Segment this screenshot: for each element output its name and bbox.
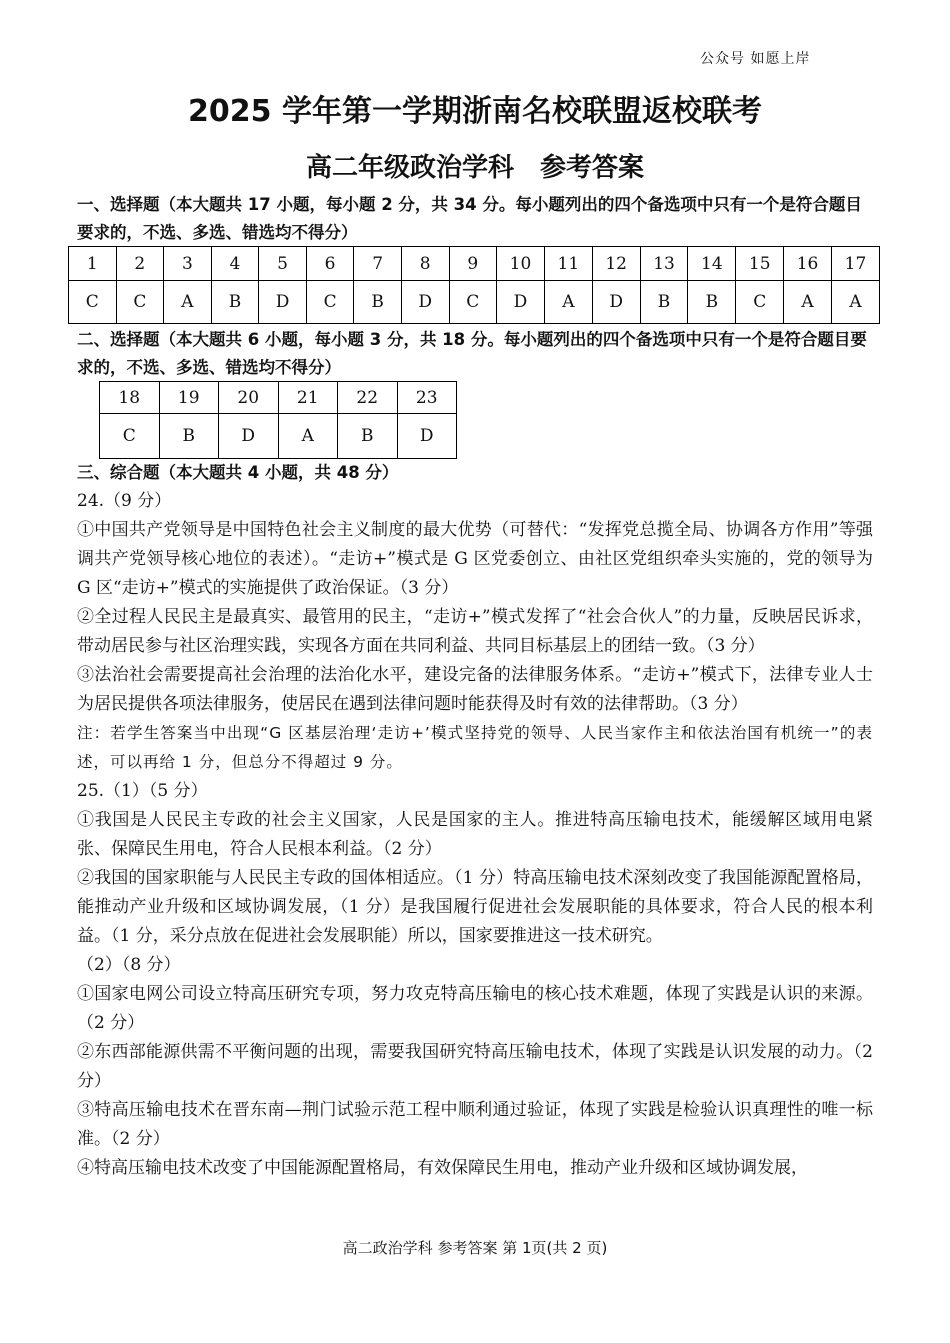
q25-2-point-4: ④特高压输电技术改变了中国能源配置格局，有效保障民生用电，推动产业升级和区域协调发展，: [77, 1158, 808, 1178]
question-number-cell: 2: [116, 247, 164, 281]
answer-cell: B: [159, 414, 219, 459]
q24-point-3: ③法治社会需要提高社会治理的法治化水平，建设完备的法律服务体系。“走访+”模式下，法律专业人士为居民提供各项法律服务，使居民在遇到法律问题时能获得及时有效的法律帮助。（3 分）: [77, 665, 873, 714]
answer-cell: B: [354, 281, 402, 324]
q25-2-point-3: ③特高压输电技术在晋东南—荆门试验示范工程中顺利通过验证，体现了实践是检验认识真理性的唯一标准。（2 分）: [77, 1100, 873, 1149]
question-number-cell: 4: [211, 247, 259, 281]
q24-point-2: ②全过程人民民主是最真实、最管用的民主，“走访+”模式发挥了“社会合伙人”的力量，反映居民诉求，带动居民参与社区治理实践，实现各方面在共同利益、共同目标基层上的团结一致。（3 分）: [77, 607, 873, 656]
answer-cell: D: [259, 281, 307, 324]
section2-heading: 二、选择题（本大题共 6 小题，每小题 3 分，共 18 分。每小题列出的四个备选项中只有一个是符合题目要求的，不选、多选、错选均不得分）: [77, 330, 867, 377]
answer-cell: A: [278, 414, 338, 459]
answer-cell: A: [784, 281, 832, 324]
answer-cell: B: [338, 414, 398, 459]
q24-heading: 24.（9 分）: [77, 491, 172, 511]
question-number-cell: 5: [259, 247, 307, 281]
question-number-cell: 18: [100, 382, 160, 414]
page-footer: 高二政治学科 参考答案 第 1页(共 2 页): [342, 1239, 608, 1257]
question-number-cell: 15: [736, 247, 784, 281]
answer-cell: B: [640, 281, 688, 324]
question-number-cell: 13: [640, 247, 688, 281]
question-number-cell: 19: [159, 382, 219, 414]
question-number-cell: 1: [69, 247, 117, 281]
question-number-cell: 21: [278, 382, 338, 414]
q24-note: 注：若学生答案当中出现“G 区基层治理‘走访+’模式坚持党的领导、人民当家作主和依法治国有机统一”的表述，可以再给 1 分，但总分不得超过 9 分。: [77, 724, 873, 771]
page-title: 2025 学年第一学期浙南名校联盟返校联考: [188, 94, 762, 129]
q25-2-heading: （2）（8 分）: [77, 955, 181, 975]
answer-cell: A: [544, 281, 592, 324]
question-number-cell: 7: [354, 247, 402, 281]
answer-cell: C: [100, 414, 160, 459]
q25-2-point-2: ②东西部能源供需不平衡问题的出现，需要我国研究特高压输电技术，体现了实践是认识发展的动力。（2 分）: [77, 1042, 873, 1091]
answer-cell: C: [306, 281, 354, 324]
answer-cell: D: [401, 281, 449, 324]
answer-cell: B: [688, 281, 736, 324]
section1-answer-table: [68, 246, 880, 324]
question-number-cell: 22: [338, 382, 398, 414]
question-number-cell: 14: [688, 247, 736, 281]
question-number-cell: 9: [449, 247, 497, 281]
answer-cell: A: [831, 281, 879, 324]
q25-point-1: ①我国是人民民主专政的社会主义国家，人民是国家的主人。推进特高压输电技术，能缓解区域用电紧张、保障民生用电，符合人民根本利益。（2 分）: [77, 810, 873, 859]
answer-cell: C: [69, 281, 117, 324]
section3-heading: 三、综合题（本大题共 4 小题，共 48 分）: [77, 463, 399, 482]
q25-2-point-1: ①国家电网公司设立特高压研究专项，努力攻克特高压输电的核心技术难题，体现了实践是认识的来源。（2 分）: [77, 984, 873, 1033]
question-number-cell: 8: [401, 247, 449, 281]
answer-cell: C: [449, 281, 497, 324]
header-note: 公众号 如愿上岸: [700, 51, 811, 67]
section2-answer-table: [99, 381, 457, 459]
answer-cell: D: [219, 414, 279, 459]
question-number-cell: 20: [219, 382, 279, 414]
answer-cell: D: [497, 281, 545, 324]
answer-cell: D: [592, 281, 640, 324]
answer-cell: C: [736, 281, 784, 324]
q25-point-2: ②我国的国家职能与人民民主专政的国体相适应。（1 分）特高压输电技术深刻改变了我国能源配置格局，能推动产业升级和区域协调发展，（1 分）是我国履行促进社会发展职能的具体要求，符合人民的根本利益。（1 分，采分点放在促进社会发展职能）所以，国家要推进这一技术研究。: [77, 868, 873, 946]
answer-cell: D: [397, 414, 457, 459]
answer-cell: C: [116, 281, 164, 324]
question-number-cell: 10: [497, 247, 545, 281]
answer-cell: A: [164, 281, 212, 324]
question-number-cell: 23: [397, 382, 457, 414]
question-number-cell: 11: [544, 247, 592, 281]
question-number-cell: 17: [831, 247, 879, 281]
question-number-cell: 16: [784, 247, 832, 281]
answer-cell: B: [211, 281, 259, 324]
answer-body: [77, 487, 873, 1183]
section1-heading: 一、选择题（本大题共 17 小题，每小题 2 分，共 34 分。每小题列出的四个备选项中只有一个是符合题目要求的，不选、多选、错选均不得分）: [77, 195, 862, 242]
question-number-cell: 6: [306, 247, 354, 281]
page-subtitle: 高二年级政治学科 参考答案: [305, 153, 644, 183]
question-number-cell: 3: [164, 247, 212, 281]
q25-heading: 25.（1）（5 分）: [77, 781, 208, 801]
question-number-cell: 12: [592, 247, 640, 281]
q24-point-1: ①中国共产党领导是中国特色社会主义制度的最大优势（可替代：“发挥党总揽全局、协调各方作用”等强调共产党领导核心地位的表述）。“走访+”模式是 G 区党委创立、由社区党组织牵头实施的，党的领导为 G 区“走访+”模式的实施提供了政治保证。（3 分）: [77, 520, 873, 598]
